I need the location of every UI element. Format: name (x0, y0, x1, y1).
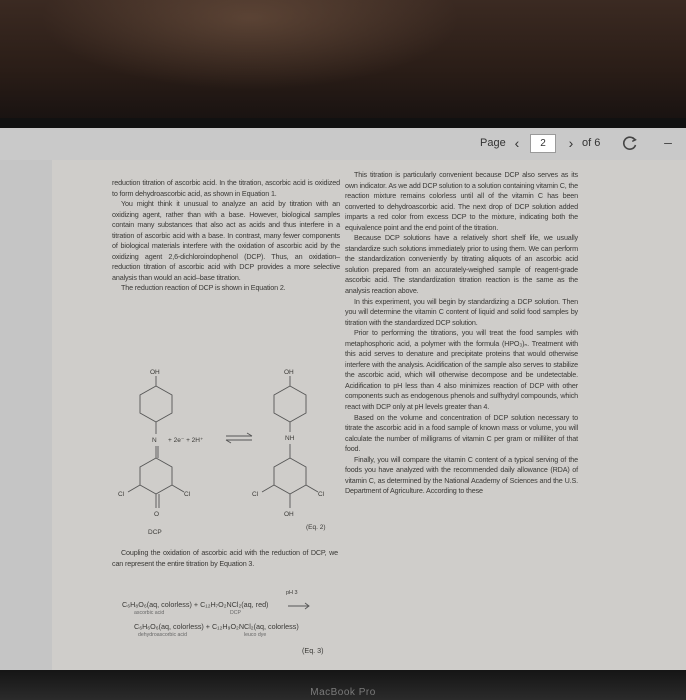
page-number-input[interactable] (530, 134, 556, 153)
ph-label: pH 3 (286, 590, 298, 596)
dcp-reduction-structure (114, 366, 344, 544)
cl-label-4: Cl (318, 491, 325, 498)
equation-2-number: (Eq. 2) (306, 524, 326, 531)
reaction-arrow-icon (288, 602, 312, 610)
chevron-right-icon: › (568, 135, 574, 151)
reaction-terms: + 2e⁻ + 2H⁺ (168, 437, 204, 444)
right-paragraph-2: Because DCP solutions have a relatively short shelf life, we usually standardize such solutions immediately prior to using them. We can perform the standardization conveniently by titrating aliquots of an ascorbic acid solution prepared from an accurately-weighed sample of reagent-grade ascorbic acid. The standardization titration reaction is the same as the analysis reaction above. (345, 233, 578, 296)
left-paragraph-3: The reduction reaction of DCP is shown in Equation 2. (121, 283, 286, 293)
laptop-brand-label: MacBook Pro (310, 687, 376, 698)
ascorbic-acid-label: ascorbic acid (134, 610, 165, 616)
laptop-bezel-bottom (0, 670, 686, 700)
chevron-left-icon: ‹ (514, 135, 520, 151)
oh-bottom-label: OH (284, 511, 294, 518)
equation-3-number: (Eq. 3) (302, 646, 324, 655)
oh-right-label: OH (284, 369, 294, 376)
cl-label-3: Cl (252, 491, 259, 498)
oh-left-label: OH (150, 369, 160, 376)
page-label: Page (480, 137, 506, 149)
zoom-out-button[interactable]: – (664, 134, 672, 150)
next-page-button[interactable] (562, 133, 580, 153)
right-paragraph-1: This titration is particularly convenient because DCP also serves as its own indicator. As we add DCP solution to a solution containing vitamin C, the reaction mixture remains colorless until all of the vitamin C has been converted to dehydroascorbic acid. The next drop of DCP solution added imparts a red color from excess DCP to the mixture, indicating both the equivalence point and the end point of the titration. (345, 170, 578, 232)
leuco-dye-label: leuco dye (244, 632, 267, 638)
cl-label-2: Cl (184, 491, 191, 498)
equation-3-line-2: C₆H₆O₆(aq, colorless) + C₁₂H₉O₂NCl₂(aq, colorless) (134, 622, 299, 631)
right-paragraph-4: Prior to performing the titrations, you will treat the food samples with metaphosphoric acid, a polymer with the formula (HPO₃)ₙ. Treatment with this acid serves to denature and precipitate proteins that would otherwise interfere with the analysis. Acidification of the sample also serves to stabilize the ascorbic acid, which will otherwise decompose and be undetectable. Acidification to pH less than 4 also minimizes reaction of DCP with other components such as endogenous phenols and sulfhydryl compounds, which react with DCP only at pH levels greater than 4. (345, 328, 578, 412)
right-paragraph-3: In this experiment, you will begin by standardizing a DCP solution. Then you will determine the vitamin C content of liquid and solid food samples by titration with the standardized DCP solution. (345, 296, 578, 327)
nh-label: NH (285, 435, 295, 442)
previous-page-button[interactable] (508, 133, 526, 153)
equation-3-line-1: C₆H₈O₆(aq, colorless) + C₁₂H₇O₂NCl₂(aq, red) (122, 600, 269, 609)
right-column (345, 170, 578, 497)
o-label: O (154, 511, 160, 518)
pdf-toolbar (0, 128, 686, 161)
left-paragraph-1: reduction titration of ascorbic acid. In the titration, ascorbic acid is oxidized to form dehydroascorbic acid, as shown in Equation 1. (112, 178, 340, 198)
dcp-label: DCP (148, 529, 162, 536)
viewer-left-margin (0, 160, 52, 670)
right-paragraph-6: Finally, you will compare the vitamin C content of a typical serving of the foods you have analyzed with the recommended daily allowance (RDA) of vitamin C, as determined by the National Academy of Sciences and the U.S. Department of Agriculture. According to these (345, 454, 578, 496)
coupling-paragraph (112, 548, 338, 569)
n-label: N (152, 437, 157, 444)
cl-label-1: Cl (118, 491, 125, 498)
page-count-label: of 6 (582, 137, 601, 149)
right-paragraph-5: Based on the volume and concentration of DCP solution necessary to titrate the ascorbic acid in a food sample of known mass or volume, you will calculate the number of milligrams of vitamin C per gram or milliliter of that food. (345, 412, 578, 454)
dehydroascorbic-acid-label: dehydroascorbic acid (138, 632, 188, 638)
ambient-glow (40, 0, 460, 90)
dcp-sub-label: DCP (230, 610, 241, 616)
left-column (112, 178, 340, 294)
coupling-text: Coupling the oxidation of ascorbic acid with the reduction of DCP, we can represent the entire titration by Equation 3. (112, 548, 338, 568)
rotate-icon[interactable] (620, 133, 640, 153)
document-page (52, 160, 686, 670)
left-paragraph-2: You might think it unusual to analyze an acid by titration with an oxidizing agent, rather than with a base. However, biological samples contain many substances that also act as acids and thus interfere in a titration of ascorbic acid with a base. In contrast, many fewer components of biological materials interfere with the oxidation of ascorbic acid by the oxidizing agent 2,6-dichloroindophenol (DCP). Thus, an oxidation–reduction titration of ascorbic acid with DCP provides a more selective analysis than would an acid–base titration. (112, 199, 340, 282)
